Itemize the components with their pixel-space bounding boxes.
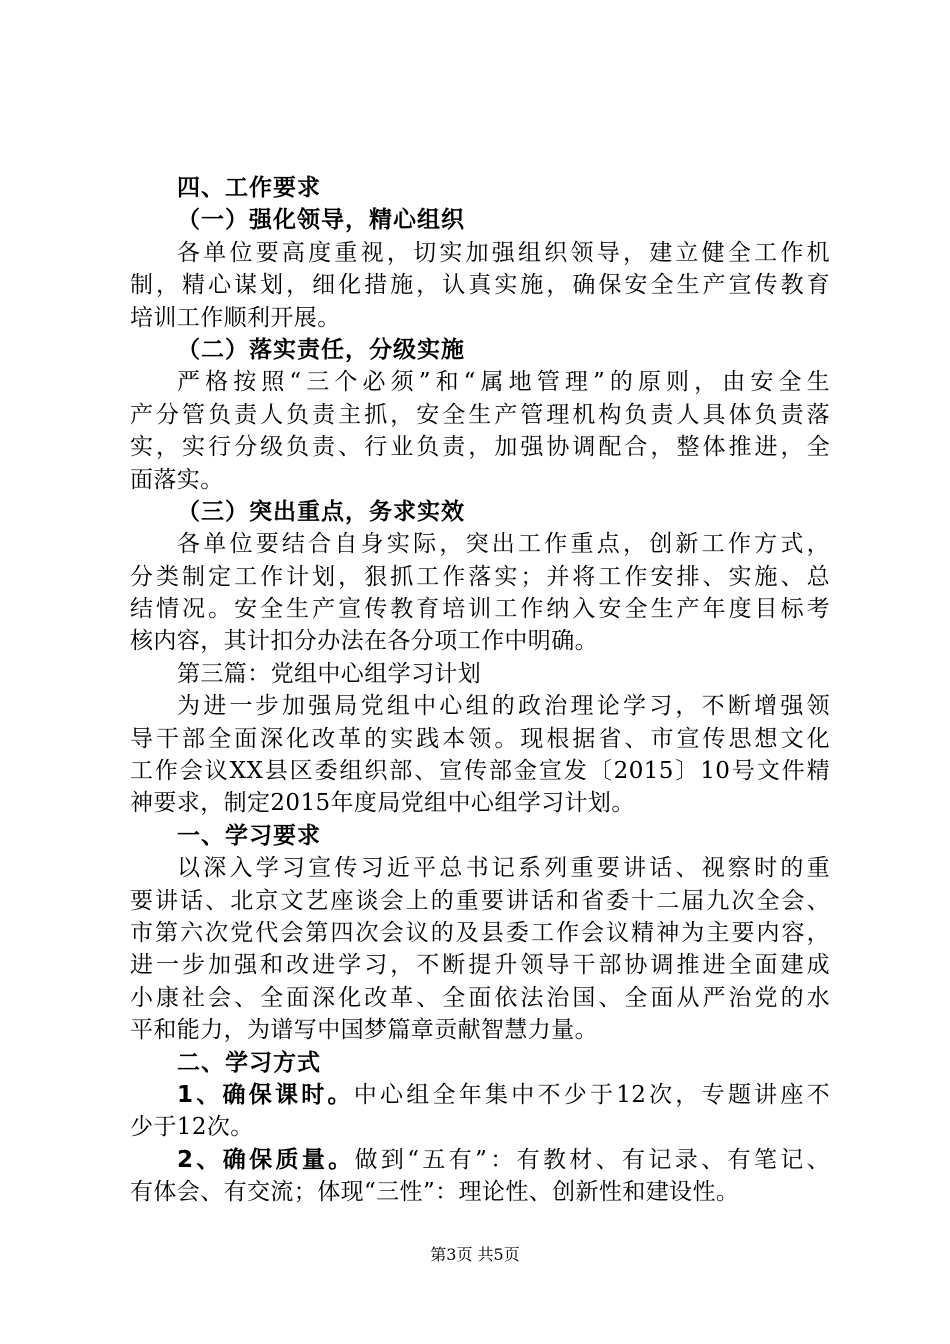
paragraph-line: 培训工作顺利开展。 bbox=[130, 304, 341, 331]
paragraph-line: 以深入学习宣传习近平总书记系列重要讲话、视察时的重 bbox=[177, 855, 830, 882]
paragraph-text: 中心组全年集中不少于12次，专题讲座不 bbox=[353, 1081, 830, 1108]
paragraph-line bbox=[130, 1079, 830, 1111]
section-heading-work-requirements: 四、工作要求 bbox=[177, 175, 321, 201]
section-heading-study-methods: 二、学习方式 bbox=[177, 1049, 321, 1076]
paragraph-text: 做到“五有”：有教材、有记录、有笔记、 bbox=[354, 1146, 830, 1173]
paragraph-line: 小康社会、全面深化改革、全面依法治国、全面从严治党的水 bbox=[130, 984, 830, 1011]
chapter-title: 第三篇：党组中心组学习计划 bbox=[177, 660, 482, 687]
paragraph-line: 面落实。 bbox=[130, 466, 224, 493]
paragraph-line: 产分管负责人负责主抓，安全生产管理机构负责人具体负责落 bbox=[130, 401, 830, 428]
paragraph-line: 市第六次党代会第四次会议的及县委工作会议精神为主要内容， bbox=[130, 919, 830, 946]
paragraph-line: 为进一步加强局党组中心组的政治理论学习，不断增强领 bbox=[177, 693, 830, 720]
bold-run-in-label: 1、确保课时。 bbox=[177, 1081, 354, 1108]
paragraph-line: 核内容，其计扣分办法在各分项工作中明确。 bbox=[130, 628, 598, 655]
subheading-leadership: （一）强化领导，精心组织 bbox=[177, 207, 465, 234]
paragraph-line: 各单位要结合自身实际，突出工作重点，创新工作方式， bbox=[177, 531, 830, 558]
page-number-footer: 第3页 共5页 bbox=[430, 1245, 520, 1264]
paragraph-line: 实，实行分级负责、行业负责，加强协调配合，整体推进，全 bbox=[130, 434, 830, 461]
paragraph-line: 神要求，制定2015年度局党组中心组学习计划。 bbox=[130, 790, 635, 817]
paragraph-line: 要讲话、北京文艺座谈会上的重要讲话和省委十二届九次全会、 bbox=[130, 887, 830, 914]
document-body bbox=[130, 172, 830, 1209]
subheading-focus: （三）突出重点，务求实效 bbox=[177, 498, 465, 525]
paragraph-line: 制，精心谋划，细化措施，认真实施，确保安全生产宣传教育 bbox=[130, 272, 830, 299]
paragraph-line: 分类制定工作计划，狠抓工作落实；并将工作安排、实施、总 bbox=[130, 563, 830, 590]
paragraph-line: 结情况。安全生产宣传教育培训工作纳入安全生产年度目标考 bbox=[130, 596, 830, 623]
paragraph-line: 进一步加强和改进学习，不断提升领导干部协调推进全面建成 bbox=[130, 952, 830, 979]
paragraph-line: 导干部全面深化改革的实践本领。现根据省、市宣传思想文化 bbox=[130, 725, 830, 752]
paragraph-line bbox=[130, 1144, 830, 1176]
paragraph-line: 少于12次。 bbox=[130, 1114, 254, 1141]
paragraph-line: 有体会、有交流；体现“三性”：理论性、创新性和建设性。 bbox=[130, 1179, 740, 1206]
subheading-responsibility: （二）落实责任，分级实施 bbox=[177, 336, 465, 363]
paragraph-line: 平和能力，为谱写中国梦篇章贡献智慧力量。 bbox=[130, 1017, 598, 1044]
paragraph-line: 严格按照“三个必须”和“属地管理”的原则，由安全生 bbox=[177, 369, 830, 396]
bold-run-in-label: 2、确保质量。 bbox=[177, 1146, 355, 1173]
paragraph-line: 工作会议XX县区委组织部、宣传部金宣发〔2015〕10号文件精 bbox=[130, 758, 830, 785]
paragraph-line: 各单位要高度重视，切实加强组织领导，建立健全工作机 bbox=[177, 239, 830, 266]
section-heading-study-requirements: 一、学习要求 bbox=[177, 822, 321, 849]
